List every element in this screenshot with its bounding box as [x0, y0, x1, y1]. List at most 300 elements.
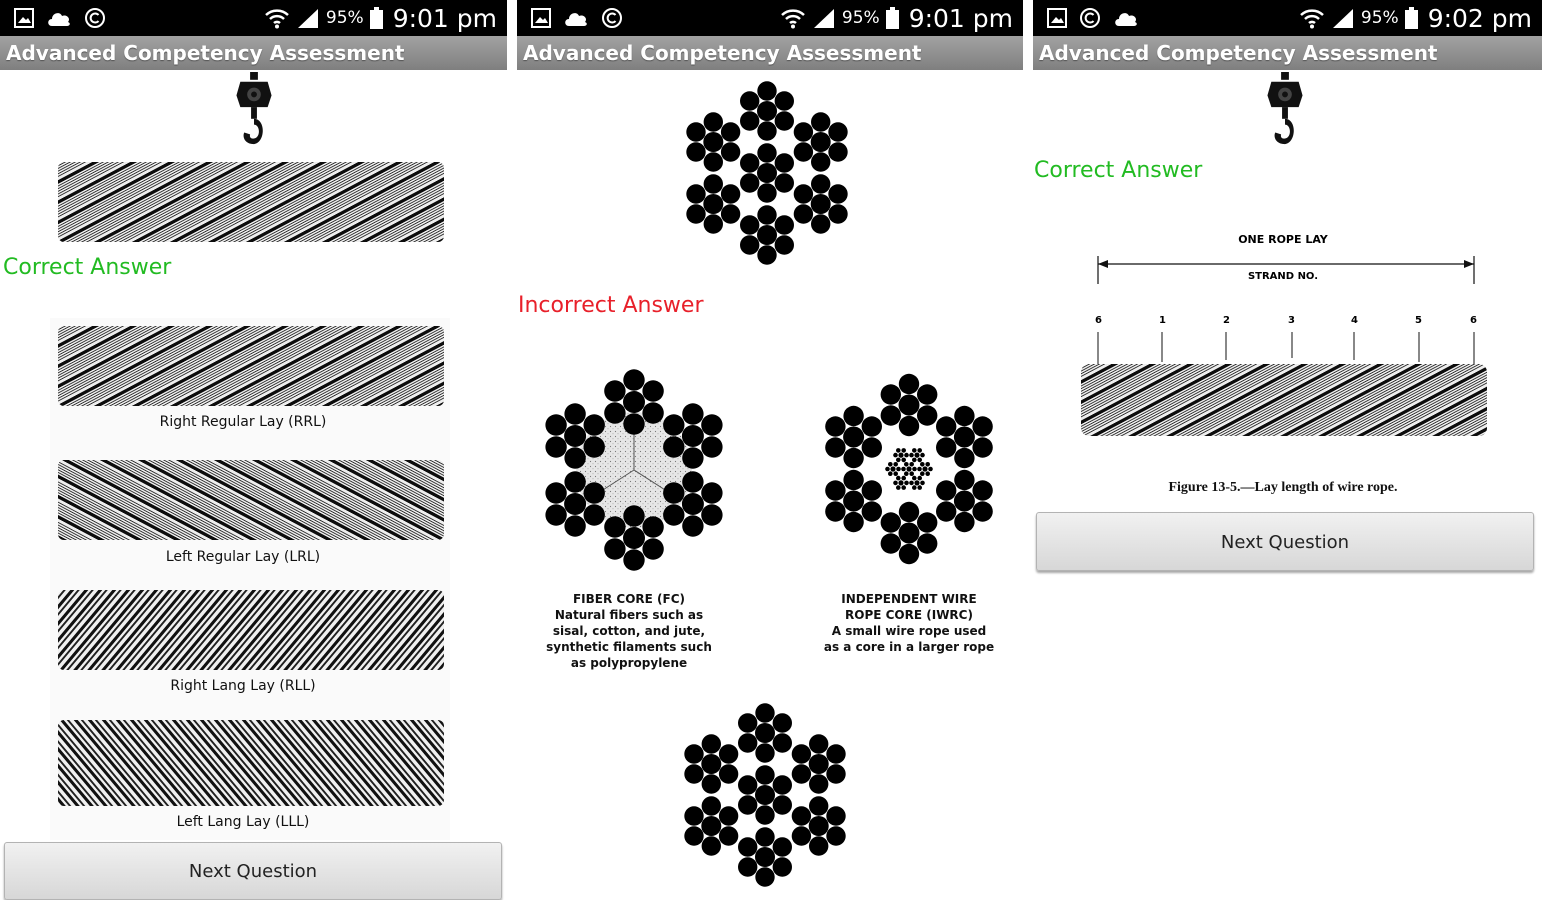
wire — [890, 466, 895, 471]
wire — [757, 81, 776, 100]
wire — [545, 482, 566, 503]
wire — [773, 775, 792, 794]
wire — [564, 493, 586, 515]
clock: 9:02 pm — [1427, 3, 1532, 33]
wire — [719, 764, 738, 783]
wire — [775, 215, 794, 234]
wire — [899, 395, 920, 416]
fiber-core-title: FIBER CORE (FC) — [572, 592, 686, 606]
wire — [584, 436, 605, 457]
wire — [702, 774, 721, 793]
rope-core-chart — [519, 345, 1019, 670]
wire — [701, 414, 722, 435]
cloud-icon — [46, 9, 72, 27]
fiber-core-desc-2: sisal, cotton, and jute, — [552, 624, 706, 638]
status-bar — [1033, 0, 1542, 36]
result-label: Incorrect Answer — [518, 293, 704, 318]
fiber-core-desc-3: synthetic filaments such — [546, 640, 712, 654]
wire — [904, 471, 909, 476]
wire — [757, 101, 777, 121]
wire — [909, 453, 914, 458]
wire — [682, 515, 703, 536]
wire — [663, 414, 684, 435]
wire — [954, 470, 974, 490]
status-bar — [517, 0, 1023, 36]
screen-1 — [0, 0, 507, 900]
wire — [564, 425, 586, 447]
caption-rrl: Right Regular Lay (RRL) — [159, 414, 327, 430]
wire — [881, 384, 901, 404]
wire — [721, 142, 740, 161]
wire — [898, 480, 903, 485]
wire — [896, 485, 901, 490]
rope-lll-image — [58, 718, 444, 808]
wire — [702, 796, 721, 815]
wifi-icon — [780, 7, 806, 29]
wire — [684, 806, 703, 825]
wire — [843, 470, 863, 490]
wire — [682, 403, 703, 424]
wire — [826, 764, 845, 783]
wire — [684, 744, 703, 763]
wire — [738, 837, 757, 856]
wire — [686, 122, 705, 141]
wire — [922, 466, 927, 471]
wire — [954, 406, 974, 426]
wire — [623, 505, 644, 526]
wire — [972, 480, 992, 500]
wire — [584, 482, 605, 503]
wire — [901, 458, 906, 463]
screen-2 — [517, 0, 1023, 900]
wire — [642, 402, 663, 423]
result-label: Correct Answer — [1034, 158, 1203, 183]
wire — [642, 538, 663, 559]
wire — [917, 448, 922, 453]
strand-number: 4 — [1351, 315, 1358, 326]
wire — [773, 857, 792, 876]
caption-rll: Right Lang Lay (RLL) — [170, 678, 316, 694]
wire — [881, 533, 901, 553]
wire — [809, 816, 829, 836]
wire — [893, 462, 898, 467]
wire — [773, 795, 792, 814]
wire — [792, 764, 811, 783]
wire — [701, 436, 722, 457]
wire — [809, 774, 828, 793]
wire — [843, 406, 863, 426]
wire — [896, 467, 901, 472]
gallery-icon — [1047, 8, 1067, 28]
wire — [909, 481, 914, 486]
wire — [703, 194, 723, 214]
wire — [928, 467, 933, 472]
wire — [862, 480, 882, 500]
wire — [794, 122, 813, 141]
battery-percent: 95% — [325, 8, 364, 28]
wire — [912, 476, 917, 481]
wire — [721, 122, 740, 141]
wire — [719, 826, 738, 845]
wire — [564, 403, 585, 424]
wire — [740, 215, 759, 234]
wire — [564, 471, 585, 492]
iwrc-title: INDEPENDENT WIRE — [841, 592, 977, 606]
wire — [604, 402, 625, 423]
lay-length-figure — [1077, 226, 1489, 506]
wire — [920, 462, 925, 467]
caption-lll: Left Lang Lay (LLL) — [176, 814, 310, 830]
wire — [912, 485, 917, 490]
wire — [755, 867, 774, 886]
figure-heading: ONE ROPE LAY — [1238, 233, 1328, 246]
wire — [809, 796, 828, 815]
wire — [623, 413, 644, 434]
strand-number: 6 — [1470, 315, 1477, 326]
strand-number: 3 — [1288, 315, 1295, 326]
wire — [792, 806, 811, 825]
wire — [642, 380, 663, 401]
rope-rrl-image — [58, 324, 444, 408]
wire — [896, 476, 901, 481]
wire — [740, 235, 759, 254]
wire — [826, 806, 845, 825]
wire — [755, 827, 774, 846]
wire — [936, 416, 956, 436]
battery-icon — [886, 7, 899, 29]
wire — [893, 481, 898, 486]
battery-percent: 95% — [1360, 8, 1399, 28]
wire — [623, 369, 644, 390]
lay-type-chart — [50, 318, 450, 840]
wire — [825, 416, 845, 436]
signal-icon — [296, 7, 320, 29]
wire — [920, 481, 925, 486]
wire — [828, 184, 847, 203]
wire — [893, 453, 898, 458]
battery-icon — [370, 7, 383, 29]
wire — [925, 471, 930, 476]
wire — [917, 384, 937, 404]
wire — [686, 142, 705, 161]
wire — [811, 152, 830, 171]
wire — [828, 142, 847, 161]
gallery-icon — [531, 8, 551, 28]
wire — [825, 501, 845, 521]
wire — [954, 448, 974, 468]
wire — [682, 471, 703, 492]
wire — [740, 153, 759, 172]
wire — [755, 805, 774, 824]
wire — [936, 501, 956, 521]
wire — [719, 806, 738, 825]
figure-caption: Figure 13-5.—Lay length of wire rope. — [1168, 480, 1398, 495]
wire — [826, 826, 845, 845]
strand-number: 5 — [1415, 315, 1422, 326]
wire — [773, 713, 792, 732]
wire — [584, 504, 605, 525]
wire — [755, 703, 774, 722]
wire — [682, 447, 703, 468]
wire — [862, 416, 882, 436]
wire — [881, 405, 901, 425]
wire — [954, 427, 975, 448]
wire — [917, 533, 937, 553]
wire — [775, 153, 794, 172]
wire — [701, 482, 722, 503]
wire — [775, 91, 794, 110]
wire — [623, 391, 645, 413]
wire — [757, 121, 776, 140]
wire — [757, 225, 777, 245]
wire — [686, 204, 705, 223]
wire — [917, 485, 922, 490]
wire — [623, 527, 645, 549]
wire — [663, 504, 684, 525]
app-title: Advanced Competency Assessment — [0, 36, 507, 70]
clock: 9:01 pm — [392, 3, 497, 33]
wire — [755, 765, 774, 784]
wire — [686, 184, 705, 203]
wire — [843, 448, 863, 468]
crane-hook-icon — [234, 72, 274, 150]
wire — [704, 112, 723, 131]
wire — [719, 744, 738, 763]
crane-hook-icon — [1265, 72, 1305, 150]
wire — [755, 785, 775, 805]
wire — [738, 795, 757, 814]
wire — [740, 111, 759, 130]
wire — [738, 733, 757, 752]
wire — [702, 836, 721, 855]
wire — [811, 132, 831, 152]
wire — [881, 512, 901, 532]
fiber-core-desc-1: Natural fibers such as — [554, 608, 704, 622]
lay-rope-image — [1081, 360, 1487, 440]
wire — [904, 453, 909, 458]
wire — [740, 91, 759, 110]
next-question-button[interactable]: Next Question — [4, 842, 502, 900]
wire — [701, 504, 722, 525]
wire — [899, 502, 919, 522]
wire — [792, 744, 811, 763]
wire — [936, 480, 956, 500]
wire — [545, 436, 566, 457]
wire — [914, 480, 919, 485]
wire — [663, 436, 684, 457]
battery-icon — [1405, 7, 1418, 29]
wire — [545, 504, 566, 525]
wire — [972, 416, 992, 436]
signal-icon — [812, 7, 836, 29]
strand-number: 2 — [1223, 315, 1230, 326]
question-cross-section-image — [672, 70, 862, 276]
wire — [794, 204, 813, 223]
wire — [901, 485, 906, 490]
wire — [843, 491, 864, 512]
wire — [917, 467, 922, 472]
wire — [811, 174, 830, 193]
wire — [972, 501, 992, 521]
wire — [703, 132, 723, 152]
gallery-icon — [14, 8, 34, 28]
wire — [757, 245, 776, 264]
wire — [545, 414, 566, 435]
wire — [909, 471, 914, 476]
wire — [757, 183, 776, 202]
wire — [862, 501, 882, 521]
fiber-core-cross-section — [529, 355, 739, 575]
wire — [904, 481, 909, 486]
answer-cross-section-image — [667, 692, 863, 898]
wire — [755, 743, 774, 762]
wire — [901, 448, 906, 453]
strand-number: 1 — [1159, 315, 1166, 326]
wire — [755, 847, 775, 867]
wire — [809, 836, 828, 855]
wire — [909, 462, 914, 467]
wire — [773, 837, 792, 856]
wire — [954, 491, 975, 512]
clock: 9:01 pm — [908, 3, 1013, 33]
wire — [684, 826, 703, 845]
app-title: Advanced Competency Assessment — [1033, 36, 1542, 70]
caption-lrl: Left Regular Lay (LRL) — [165, 549, 321, 565]
wire — [906, 466, 911, 471]
wire — [917, 458, 922, 463]
wire — [898, 453, 903, 458]
wire — [899, 416, 919, 436]
wire — [920, 471, 925, 476]
wire — [912, 448, 917, 453]
wire — [564, 447, 585, 468]
wire — [564, 515, 585, 536]
wire — [704, 152, 723, 171]
wire — [721, 184, 740, 203]
wire — [912, 467, 917, 472]
wifi-icon — [264, 7, 290, 29]
wire — [862, 437, 882, 457]
wire — [794, 142, 813, 161]
wire — [901, 467, 906, 472]
wire — [757, 143, 776, 162]
wire — [912, 458, 917, 463]
wire — [701, 816, 721, 836]
wire — [663, 482, 684, 503]
next-question-button[interactable]: Next Question — [1036, 512, 1534, 571]
wire — [604, 538, 625, 559]
iwrc-title-2: ROPE CORE (IWRC) — [845, 608, 973, 622]
wire — [740, 173, 759, 192]
wire — [843, 512, 863, 532]
wire — [899, 544, 919, 564]
app-title: Advanced Competency Assessment — [517, 36, 1023, 70]
wifi-icon — [1299, 7, 1325, 29]
wire — [773, 733, 792, 752]
cloud-icon — [563, 9, 589, 27]
signal-icon — [1331, 7, 1355, 29]
wire — [682, 493, 704, 515]
strand-label: STRAND NO. — [1247, 271, 1319, 282]
battery-percent: 95% — [841, 8, 880, 28]
wire — [972, 437, 992, 457]
wire — [684, 764, 703, 783]
wire — [901, 476, 906, 481]
wire — [896, 458, 901, 463]
wire — [604, 516, 625, 537]
wire — [917, 476, 922, 481]
wire — [888, 462, 893, 467]
wire — [899, 523, 920, 544]
screen-3 — [1033, 0, 1542, 900]
wire — [904, 462, 909, 467]
cloud-icon — [1113, 9, 1139, 27]
fiber-core-desc-4: as polypropylene — [570, 656, 688, 670]
wire — [885, 467, 890, 472]
wire — [721, 204, 740, 223]
wire — [811, 214, 830, 233]
wire — [899, 374, 919, 394]
strand-number: 6 — [1095, 315, 1102, 326]
wire — [702, 734, 721, 753]
wire — [757, 205, 776, 224]
wire — [809, 754, 829, 774]
wire — [792, 826, 811, 845]
wire — [584, 414, 605, 435]
question-rope-image — [58, 160, 444, 244]
wire — [811, 112, 830, 131]
wire — [920, 453, 925, 458]
wire — [828, 122, 847, 141]
wire — [917, 405, 937, 425]
wire — [893, 471, 898, 476]
wire — [794, 184, 813, 203]
wire — [738, 857, 757, 876]
status-bar — [0, 0, 507, 36]
wire — [701, 754, 721, 774]
rope-rll-image — [58, 588, 444, 672]
wire — [775, 111, 794, 130]
wire — [888, 471, 893, 476]
iwrc-desc-1: A small wire rope used — [831, 624, 987, 638]
wire — [704, 214, 723, 233]
wire — [828, 204, 847, 223]
wire — [704, 174, 723, 193]
wire — [738, 713, 757, 732]
wire — [825, 437, 845, 457]
wire — [738, 775, 757, 794]
copyright-icon — [84, 7, 106, 29]
wire — [826, 744, 845, 763]
wire — [843, 427, 864, 448]
wire — [914, 453, 919, 458]
wire — [604, 380, 625, 401]
copyright-icon — [601, 7, 623, 29]
wire — [642, 516, 663, 537]
rope-lrl-image — [58, 458, 444, 542]
wire — [757, 163, 777, 183]
wire — [809, 734, 828, 753]
result-label: Correct Answer — [3, 255, 172, 280]
wire — [825, 480, 845, 500]
wire — [682, 425, 704, 447]
wire — [896, 448, 901, 453]
copyright-icon — [1079, 7, 1101, 29]
wire — [936, 437, 956, 457]
iwrc-cross-section — [809, 359, 1019, 575]
wire — [954, 512, 974, 532]
wire — [755, 723, 775, 743]
